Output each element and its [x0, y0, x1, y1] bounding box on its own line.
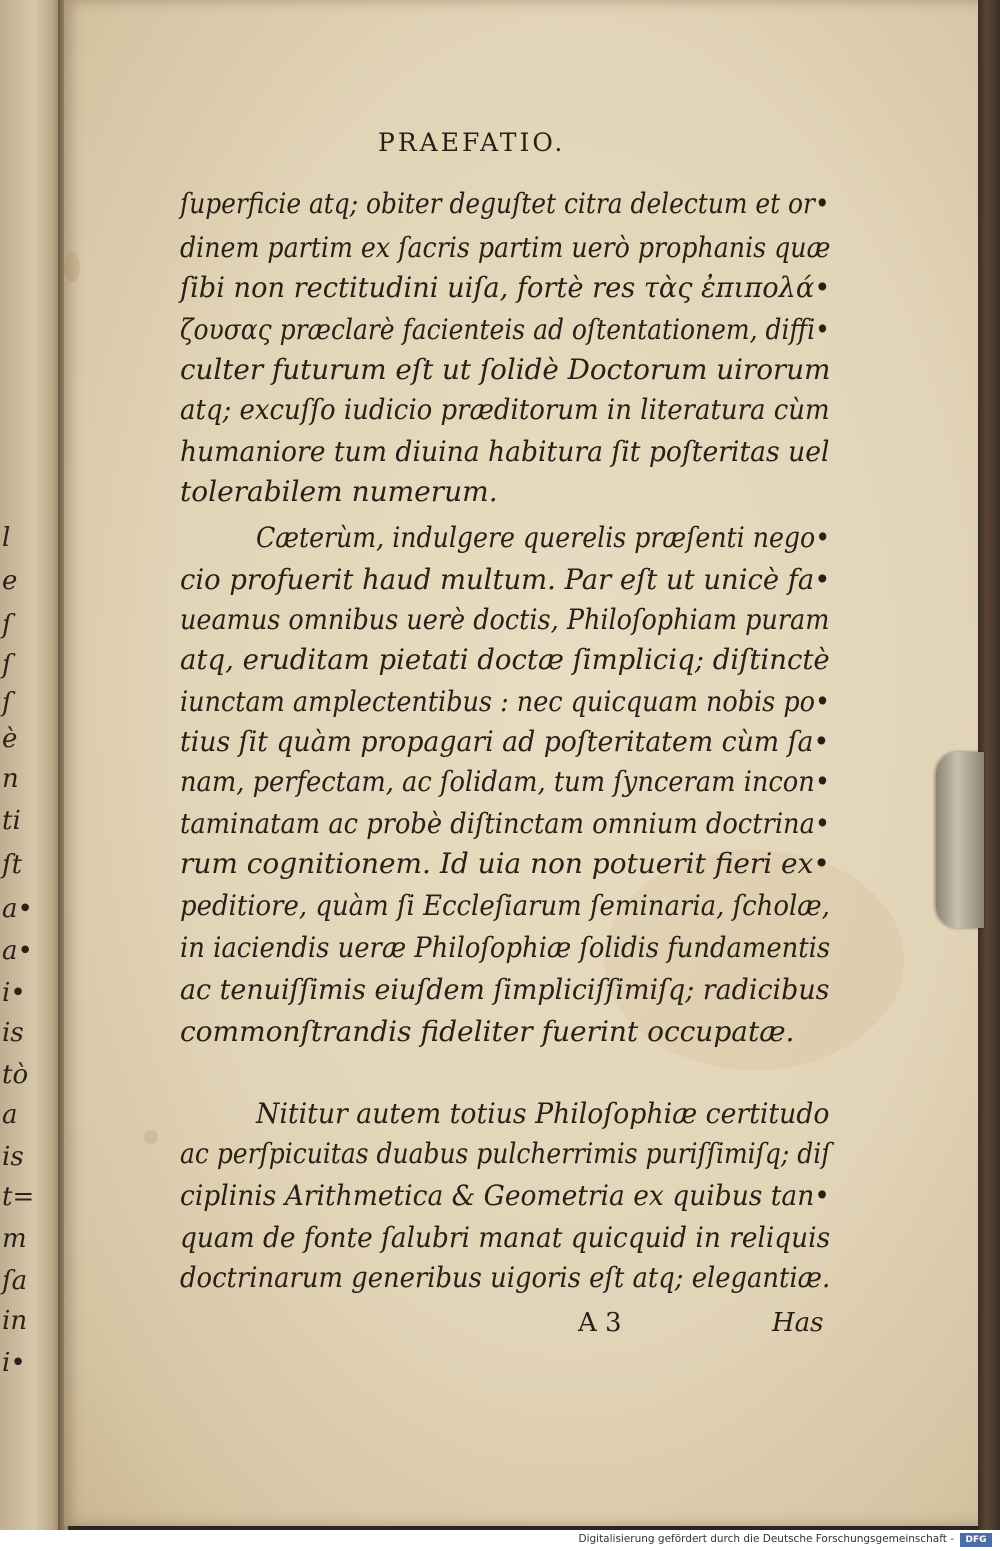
facing-page-fragment: n [2, 764, 19, 794]
facing-page-edge [0, 0, 62, 1530]
footer-bar [0, 1530, 1000, 1551]
facing-page-fragment: t= [2, 1182, 35, 1212]
text-line: tius ſit quàm propagari ad poſteritatem cùm ſa• [180, 725, 830, 758]
footer-credit: Digitalisierung gefördert durch die Deutsche Forschungsgemeinschaft - [578, 1533, 954, 1545]
text-line: ueamus omnibus uerè doctis, Philoſophiam puram [180, 603, 830, 636]
text-line: ciplinis Arithmetica & Geometria ex quibus tan• [180, 1179, 830, 1212]
text-line: rum cognitionem. Id uia non potuerit fieri ex• [180, 847, 830, 880]
paper-stain [64, 252, 80, 282]
facing-page-fragment: ſ [2, 688, 12, 718]
text-line: Cæterùm, indulgere querelis præſenti nego• [256, 521, 831, 554]
facing-page-fragment: is [2, 1142, 24, 1172]
text-line: nam, perfectam, ac ſolidam, tum ſynceram incon• [180, 765, 831, 798]
text-line: humaniore tum diuina habitura ſit poſteritas uel [180, 435, 830, 468]
book-page [64, 0, 984, 1526]
text-line: ac perſpicuitas duabus pulcherrimis puriſſimiſq; diſ [180, 1137, 831, 1170]
facing-page-fragment: è [2, 724, 18, 754]
facing-page-fragment: e [2, 566, 18, 596]
facing-page-fragment: i• [2, 978, 26, 1008]
facing-page-fragment: a• [2, 936, 33, 966]
facing-page-fragment: l [2, 523, 11, 553]
text-line: commonſtrandis fideliter fuerint occupatæ. [180, 1015, 795, 1048]
text-line: atq, eruditam pietati doctæ ſimpliciq; diſtinctè [180, 643, 830, 676]
text-line: ſibi non rectitudini uiſa, fortè res τὰς ἐπιπολά• [180, 271, 831, 304]
facing-page-fragment: ti [2, 806, 21, 836]
text-line: taminatam ac probè diſtinctam omnium doctrina• [180, 807, 831, 840]
facing-page-fragment: i• [2, 1348, 26, 1378]
paper-stain [144, 1130, 158, 1144]
text-line: iunctam amplectentibus : nec quicquam nobis po• [180, 685, 831, 718]
facing-page-fragment: is [2, 1018, 24, 1048]
facing-page-fragment: tò [2, 1060, 29, 1090]
text-line: doctrinarum generibus uigoris eſt atq; elegantiæ. [180, 1261, 831, 1294]
text-line: ſuperficie atq; obiter deguſtet citra delectum et or• [180, 187, 830, 220]
facing-page-fragment: m [2, 1224, 27, 1254]
facing-page-fragment: a [2, 1100, 18, 1130]
text-line: quam de fonte ſalubri manat quicquid in reliquis [180, 1221, 831, 1254]
text-line: dinem partim ex ſacris partim uerò prophanis quæ [180, 231, 831, 264]
text-line: atq; excuſſo iudicio præditorum in literatura cùm [180, 393, 830, 426]
running-head: PRAEFATIO. [378, 128, 566, 157]
facing-page-fragment: a• [2, 894, 33, 924]
facing-page-fragment: ſa [2, 1266, 28, 1296]
text-line: peditiore, quàm ſi Eccleſiarum ſeminaria, ſcholæ, [180, 889, 830, 922]
text-line: in iaciendis ueræ Philoſophiæ ſolidis fundamentis [180, 931, 831, 964]
dfg-logo[interactable]: DFG [960, 1533, 992, 1547]
text-line: culter futurum eſt ut ſolidè Doctorum uirorum [180, 353, 831, 386]
signature-mark: A 3 [578, 1308, 622, 1338]
text-line: ζουσας præclarè facienteis ad oſtentationem, diffi• [180, 313, 830, 346]
text-line: Nititur autem totius Philoſophiæ certitudo [256, 1097, 830, 1130]
text-line: tolerabilem numerum. [180, 475, 498, 508]
text-line: ac tenuiſſimis eiuſdem ſimpliciſſimiſq; radicibus [180, 973, 830, 1006]
page-clip [936, 752, 984, 928]
facing-page-fragment: ſ [2, 650, 12, 680]
catchword: Has [772, 1308, 824, 1338]
text-line: cio profuerit haud multum. Par eſt ut unicè fa• [180, 563, 831, 596]
facing-page-fragment: ſt [2, 850, 23, 880]
facing-page-fragment: in [2, 1306, 28, 1336]
facing-page-fragment: ſ [2, 610, 12, 640]
